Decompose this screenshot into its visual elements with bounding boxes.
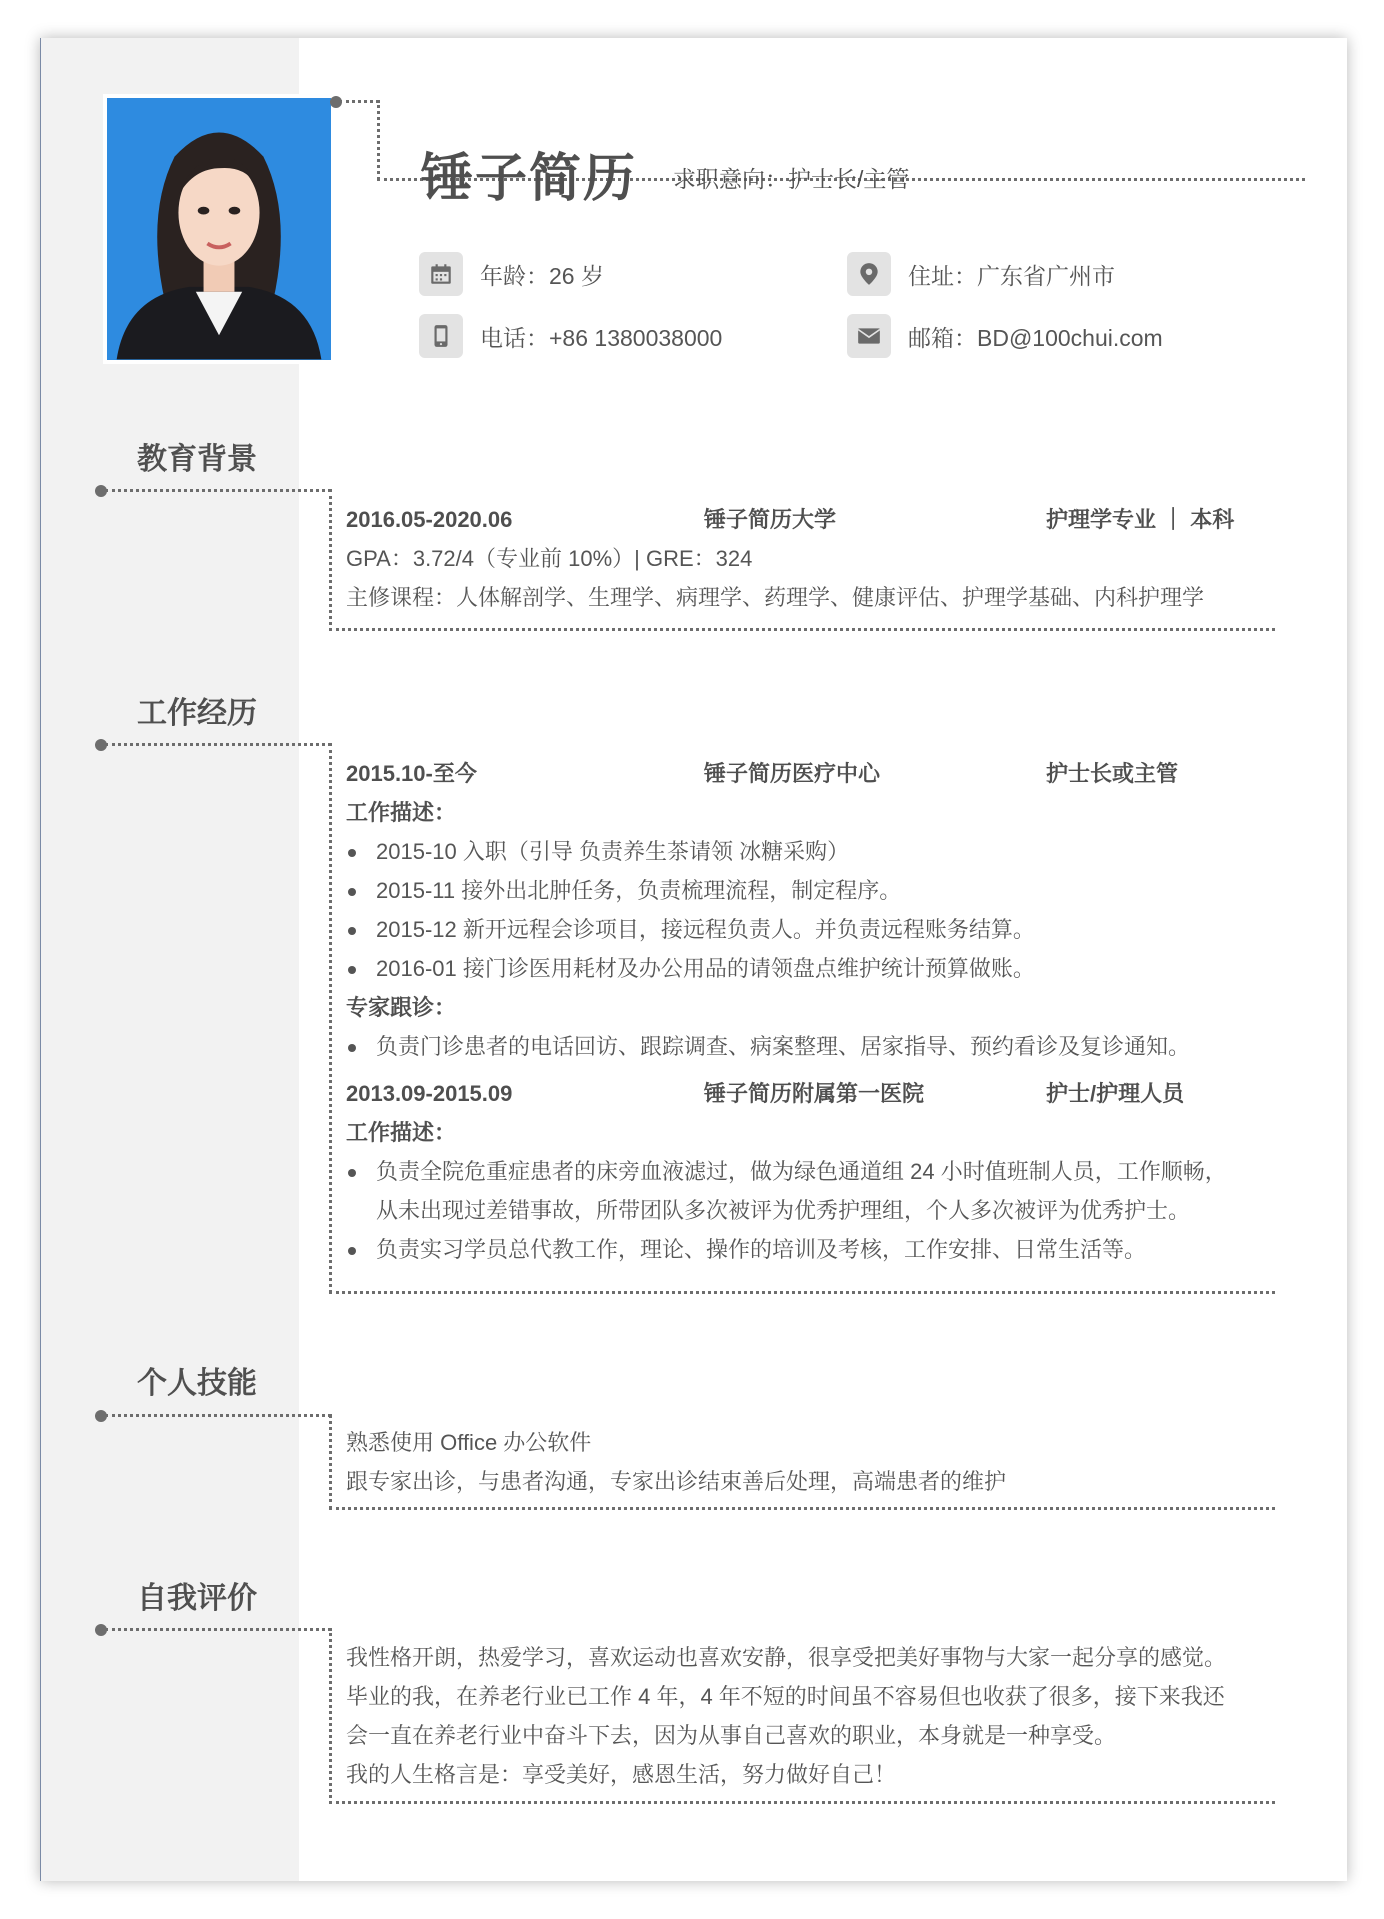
job-objective: 求职意向：护士长/主管 xyxy=(673,166,910,192)
job-item-continued: 从未出现过差错事故，所带团队多次被评为优秀护理组，个人多次被评为优秀护士。 xyxy=(376,1198,1191,1223)
skill-line: 跟专家出诊，与患者沟通，专家出诊结束善后处理，高端患者的维护 xyxy=(346,1469,1007,1494)
skills-bracket-bottom xyxy=(329,1507,1275,1510)
work-block xyxy=(346,754,1296,1269)
education-block xyxy=(346,500,1296,617)
job-item: 2015-10 入职（引导 负责养生茶请领 冰糖采购） xyxy=(346,832,1296,871)
resume-name: 锤子简历 xyxy=(421,150,638,208)
info-address xyxy=(847,252,1115,296)
work-bracket-bottom xyxy=(329,1291,1275,1294)
job-header-row xyxy=(346,754,1296,793)
self-eval-line: 我的人生格言是：享受美好，感恩生活，努力做好自己！ xyxy=(346,1762,897,1787)
skills-connector-line xyxy=(105,1414,331,1417)
section-title-self-eval: 自我评价 xyxy=(137,1582,257,1615)
address-text: 住址：广东省广州市 xyxy=(908,262,1115,289)
self-eval-bracket-bottom xyxy=(329,1801,1275,1804)
job-desc-label: 工作描述： xyxy=(346,800,457,825)
phone-icon xyxy=(419,314,463,358)
self-eval-connector-line xyxy=(105,1628,331,1631)
location-icon xyxy=(847,252,891,296)
education-courses: 主修课程：人体解剖学、生理学、病理学、药理学、健康评估、护理学基础、内科护理学 xyxy=(346,585,1205,610)
work-bracket-left xyxy=(329,743,332,1293)
section-title-skills: 个人技能 xyxy=(137,1367,257,1400)
self-eval-line: 我性格开朗，热爱学习，喜欢运动也喜欢安静，很享受把美好事物与大家一起分享的感觉。 xyxy=(346,1645,1227,1670)
profile-photo xyxy=(103,94,335,364)
job-item: 负责实习学员总代教工作，理论、操作的培训及考核，工作安排、日常生活等。 xyxy=(346,1230,1296,1269)
job-desc-label: 工作描述： xyxy=(346,1120,457,1145)
job-item: 负责全院危重症患者的床旁血液滤过，做为绿色通道组 24 小时值班制人员，工作顺畅， xyxy=(346,1152,1296,1191)
education-header-row xyxy=(346,500,1296,539)
header-connector-vertical xyxy=(377,100,380,180)
job-header-row xyxy=(346,1074,1296,1113)
self-eval-line: 会一直在养老行业中奋斗下去，因为从事自己喜欢的职业，本身就是一种享受。 xyxy=(346,1723,1117,1748)
self-eval-bracket-left xyxy=(329,1628,332,1804)
job-period: 2013.09-2015.09 xyxy=(346,1081,513,1106)
info-email xyxy=(847,314,1163,358)
age-text: 年龄：26 岁 xyxy=(480,262,604,289)
education-bracket-left xyxy=(329,489,332,631)
resume-page xyxy=(40,38,1347,1881)
work-connector-line xyxy=(105,743,331,746)
skills-block xyxy=(346,1423,1296,1501)
job-company: 锤子简历附属第一医院 xyxy=(704,1081,925,1106)
education-bracket-bottom xyxy=(329,628,1275,631)
education-major: 护理学专业 ｜ 本科 xyxy=(1046,507,1235,532)
job-item: 2015-11 接外出北肿任务，负责梳理流程，制定程序。 xyxy=(346,871,1296,910)
job-position: 护士长或主管 xyxy=(1046,761,1179,786)
job-extra-label: 专家跟诊： xyxy=(346,995,457,1020)
portrait-illustration xyxy=(107,98,331,360)
job-item: 2016-01 接门诊医用耗材及办公用品的请领盘点维护统计预算做账。 xyxy=(346,949,1296,988)
education-period: 2016.05-2020.06 xyxy=(346,507,513,532)
phone-text[interactable]: 电话：+86 1380038000 xyxy=(480,324,723,351)
job-company: 锤子简历医疗中心 xyxy=(704,761,881,786)
email-text[interactable]: 邮箱：BD@100chui.com xyxy=(908,324,1163,351)
section-title-work: 工作经历 xyxy=(137,697,257,730)
education-connector-line xyxy=(105,489,331,492)
skill-line: 熟悉使用 Office 办公软件 xyxy=(346,1430,592,1455)
education-school: 锤子简历大学 xyxy=(704,507,837,532)
info-phone xyxy=(419,314,722,358)
education-gpa: GPA：3.72/4（专业前 10%）| GRE：324 xyxy=(346,546,753,571)
job-period: 2015.10-至今 xyxy=(346,761,477,786)
job-position: 护士/护理人员 xyxy=(1046,1081,1185,1106)
self-eval-block xyxy=(346,1638,1296,1794)
mail-icon xyxy=(847,314,891,358)
job-item: 2015-12 新开远程会诊项目，接远程负责人。并负责远程账务结算。 xyxy=(346,910,1296,949)
section-title-education: 教育背景 xyxy=(137,443,257,476)
skills-bracket-left xyxy=(329,1414,332,1510)
info-age xyxy=(419,252,604,296)
header-connector-line xyxy=(339,100,379,103)
calendar-icon xyxy=(419,252,463,296)
self-eval-line: 毕业的我，在养老行业已工作 4 年，4 年不短的时间虽不容易但也收获了很多，接下来我还 xyxy=(346,1684,1225,1709)
job-extra-item: 负责门诊患者的电话回访、跟踪调查、病案整理、居家指导、预约看诊及复诊通知。 xyxy=(346,1027,1296,1066)
